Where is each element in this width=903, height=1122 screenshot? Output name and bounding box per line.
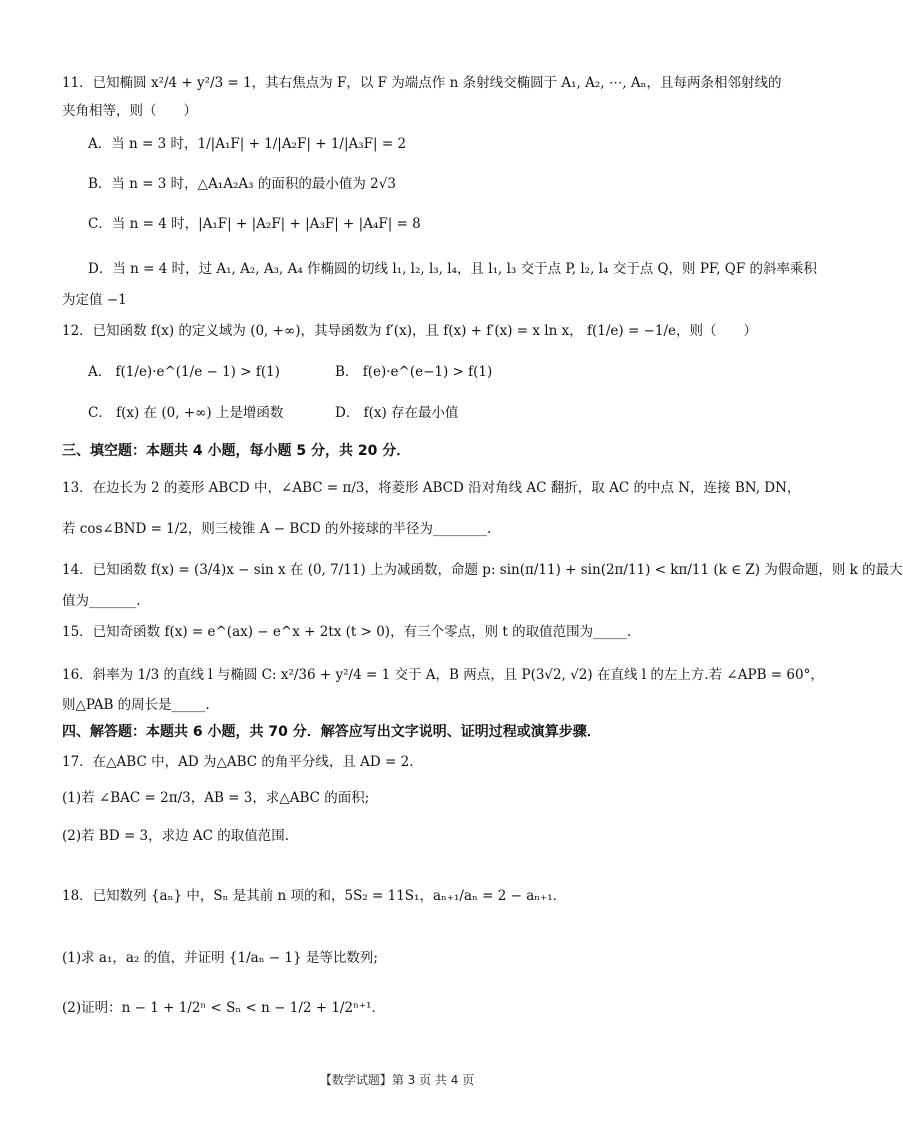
- q11-option-c: C．当 n = 4 时，|A₁F| + |A₂F| + |A₃F| + |A₄F| = 8: [88, 216, 421, 232]
- section-4-heading: 四、解答题：本题共 6 小题，共 70 分．解答应写出文字说明、证明过程或演算步骤．: [62, 724, 601, 740]
- q11-stem-line2: 夹角相等，则（ ）: [62, 103, 197, 119]
- section-3-heading: 三、填空题：本题共 4 小题，每小题 5 分，共 20 分．: [62, 443, 411, 459]
- q11-option-b: B．当 n = 3 时，△A₁A₂A₃ 的面积的最小值为 2√3: [88, 176, 396, 192]
- q16-line2: 则△PAB 的周长是_____.: [62, 697, 210, 713]
- q17-part2: (2)若 BD = 3，求边 AC 的取值范围.: [62, 828, 290, 844]
- q18-stem: 18．已知数列 {aₙ} 中，Sₙ 是其前 n 项的和，5S₂ = 11S₁，aₙ₊₁/aₙ = 2 − aₙ₊₁．: [62, 888, 567, 904]
- q11-option-d-line1: D．当 n = 4 时，过 A₁, A₂, A₃, A₄ 作椭圆的切线 l₁, l₂, l₃, l₄，且 l₁, l₃ 交于点 P, l₂, l₄ 交于点 Q，则 PF, QF 的斜率乘积: [88, 261, 817, 277]
- q17-part1: (1)若 ∠BAC = 2π/3，AB = 3，求△ABC 的面积;: [62, 790, 370, 806]
- q12-option-a: A． f(1/e)·e^(1/e − 1) > f(1): [88, 364, 280, 380]
- q15: 15．已知奇函数 f(x) = e^(ax) − e^x + 2tx (t > 0)，有三个零点，则 t 的取值范围为_____.: [62, 624, 632, 640]
- q13-line1: 13．在边长为 2 的菱形 ABCD 中，∠ABC = π/3，将菱形 ABCD 沿对角线 AC 翻折，取 AC 的中点 N，连接 BN, DN，: [62, 480, 801, 496]
- q18-part1: (1)求 a₁，a₂ 的值，并证明 {1/aₙ − 1} 是等比数列;: [62, 950, 378, 966]
- q17-stem: 17．在△ABC 中，AD 为△ABC 的角平分线，且 AD = 2．: [62, 754, 423, 770]
- q14-line1: 14．已知函数 f(x) = (3/4)x − sin x 在 (0, 7/11) 上为减函数，命题 p: sin(π/11) + sin(2π/11) < kπ/11 (k ∈ Z) 为假命题，则 k 的最大: [62, 562, 903, 578]
- page-footer: 【数学试题】第 3 页 共 4 页: [319, 1073, 475, 1087]
- q16-line1: 16．斜率为 1/3 的直线 l 与椭圆 C: x²/36 + y²/4 = 1 交于 A，B 两点，且 P(3√2, √2) 在直线 l 的左上方.若 ∠APB = 60°，: [62, 667, 824, 683]
- q11-stem-line1: 11．已知椭圆 x²/4 + y²/3 = 1，其右焦点为 F，以 F 为端点作 n 条射线交椭圆于 A₁, A₂, ⋯, Aₙ，且每两条相邻射线的: [62, 75, 782, 91]
- q12-stem: 12．已知函数 f(x) 的定义域为 (0, +∞)，其导函数为 f′(x)，且 f(x) + f′(x) = x ln x， f(1/e) = −1/e，则（ ）: [62, 323, 757, 339]
- q11-option-d-line2: 为定值 −1: [62, 292, 127, 308]
- q12-option-b: B． f(e)·e^(e−1) > f(1): [335, 364, 493, 380]
- q12-option-c: C． f(x) 在 (0, +∞) 上是增函数: [88, 405, 284, 421]
- q14-line2: 值为_______.: [62, 593, 141, 609]
- q12-option-d: D． f(x) 存在最小值: [335, 405, 459, 421]
- q13-line2: 若 cos∠BND = 1/2，则三棱锥 A − BCD 的外接球的半径为________.: [62, 521, 492, 537]
- q18-part2: (2)证明：n − 1 + 1/2ⁿ < Sₙ < n − 1/2 + 1/2ⁿ⁺¹．: [62, 1000, 385, 1016]
- q11-option-a: A．当 n = 3 时，1/|A₁F| + 1/|A₂F| + 1/|A₃F| = 2: [88, 136, 407, 152]
